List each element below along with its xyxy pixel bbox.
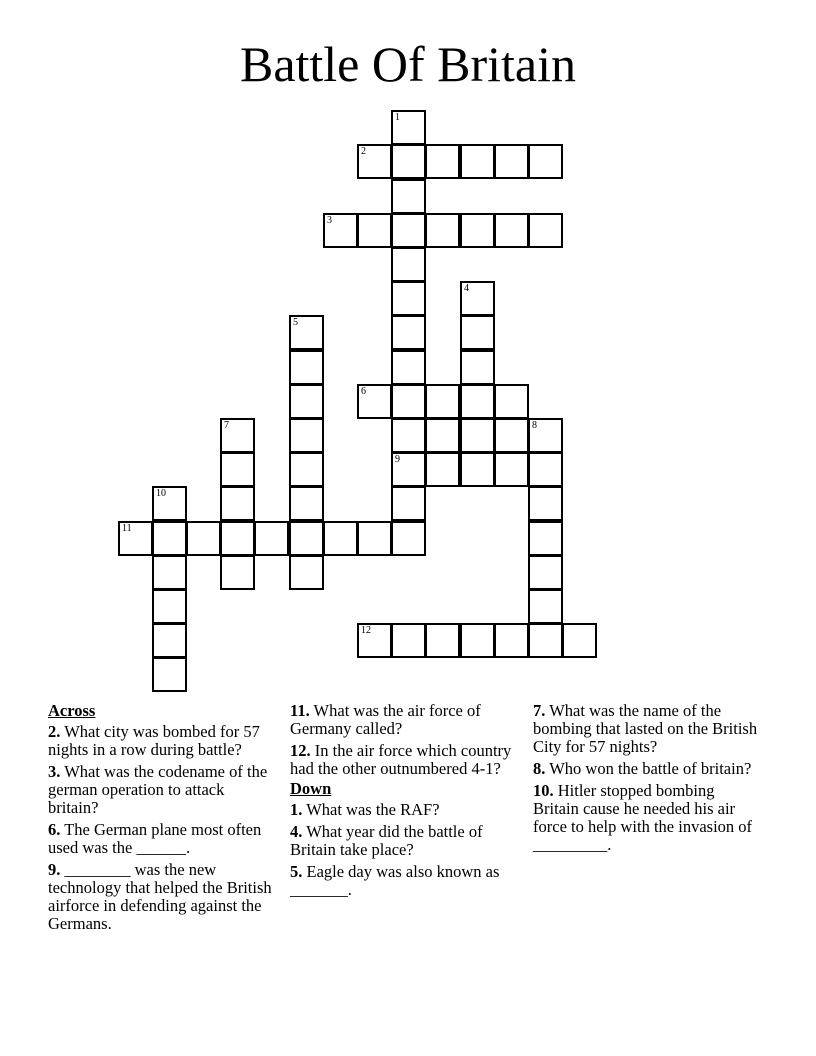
grid-cell[interactable] — [391, 281, 426, 316]
grid-cell[interactable] — [289, 315, 324, 350]
clue-number: 3 — [327, 215, 332, 226]
grid-cell[interactable] — [323, 521, 358, 556]
clue-across-3: 3. What was the codename of the german operation to attack britain? — [48, 762, 268, 817]
page-title: Battle Of Britain — [239, 36, 577, 92]
grid-cell[interactable] — [494, 384, 529, 419]
grid-cell[interactable] — [425, 384, 460, 419]
grid-cell[interactable] — [391, 486, 426, 521]
grid-cell[interactable] — [528, 418, 563, 453]
grid-cell[interactable] — [391, 623, 426, 658]
across-heading: Across — [48, 701, 96, 720]
grid-cell[interactable] — [289, 384, 324, 419]
clues-column-2 — [290, 702, 518, 903]
grid-cell[interactable] — [562, 623, 597, 658]
grid-cell[interactable] — [289, 418, 324, 453]
grid-cell[interactable] — [528, 555, 563, 590]
clue-number: 7 — [224, 420, 229, 431]
grid-cell[interactable] — [528, 452, 563, 487]
clues-column-3 — [533, 702, 761, 858]
grid-cell[interactable] — [220, 452, 255, 487]
clue-across-12: 12. In the air force which country had the other outnumbered 4-1? — [290, 741, 512, 778]
grid-cell[interactable] — [391, 110, 426, 145]
clue-across-6: 6. The German plane most often used was the ______. — [48, 820, 262, 857]
grid-cell[interactable] — [460, 384, 495, 419]
grid-cell[interactable] — [357, 144, 392, 179]
clue-number: 10 — [156, 488, 166, 499]
clues-column-1 — [48, 702, 276, 937]
grid-cell[interactable] — [494, 418, 529, 453]
grid-cell[interactable] — [254, 521, 289, 556]
grid-cell[interactable] — [323, 213, 358, 248]
grid-cell[interactable] — [118, 521, 153, 556]
clue-number: 6 — [361, 386, 366, 397]
clue-down-5: 5. Eagle day was also known as _______. — [290, 862, 500, 899]
grid-cell[interactable] — [528, 623, 563, 658]
clue-across-11: 11. What was the air force of Germany called? — [290, 701, 481, 738]
grid-cell[interactable] — [425, 144, 460, 179]
grid-cell[interactable] — [391, 521, 426, 556]
grid-cell[interactable] — [460, 623, 495, 658]
clue-across-9: 9. ________ was the new technology that helped the British airforce in defending against the Germans. — [48, 860, 272, 933]
grid-cell[interactable] — [460, 418, 495, 453]
grid-cell[interactable] — [391, 213, 426, 248]
grid-cell[interactable] — [289, 452, 324, 487]
clue-across-2: 2. What city was bombed for 57 nights in a row during battle? — [48, 722, 260, 759]
clue-number: 2 — [361, 146, 366, 157]
grid-cell[interactable] — [357, 213, 392, 248]
clue-number: 11 — [122, 523, 132, 534]
grid-cell[interactable] — [152, 657, 187, 692]
grid-cell[interactable] — [528, 213, 563, 248]
grid-cell[interactable] — [391, 247, 426, 282]
grid-cell[interactable] — [357, 521, 392, 556]
grid-cell[interactable] — [425, 418, 460, 453]
grid-cell[interactable] — [152, 589, 187, 624]
clue-down-1: 1. What was the RAF? — [290, 800, 440, 819]
grid-cell[interactable] — [494, 452, 529, 487]
grid-cell[interactable] — [152, 521, 187, 556]
grid-cell[interactable] — [186, 521, 221, 556]
grid-cell[interactable] — [460, 281, 495, 316]
clue-down-10: 10. Hitler stopped bombing Britain cause he needed his air force to help with the invasion of _________. — [533, 781, 753, 854]
grid-cell[interactable] — [528, 144, 563, 179]
clue-down-4: 4. What year did the battle of Britain take place? — [290, 822, 483, 859]
grid-cell[interactable] — [391, 315, 426, 350]
grid-cell[interactable] — [220, 555, 255, 590]
grid-cell[interactable] — [494, 623, 529, 658]
clue-number: 9 — [395, 454, 400, 465]
grid-cell[interactable] — [425, 623, 460, 658]
grid-cell[interactable] — [289, 350, 324, 385]
clue-number: 12 — [361, 625, 371, 636]
grid-cell[interactable] — [528, 589, 563, 624]
grid-cell[interactable] — [220, 486, 255, 521]
grid-cell[interactable] — [460, 213, 495, 248]
grid-cell[interactable] — [528, 521, 563, 556]
clue-number: 4 — [464, 283, 469, 294]
grid-cell[interactable] — [460, 144, 495, 179]
grid-cell[interactable] — [391, 350, 426, 385]
grid-cell[interactable] — [220, 418, 255, 453]
grid-cell[interactable] — [220, 521, 255, 556]
grid-cell[interactable] — [460, 350, 495, 385]
grid-cell[interactable] — [289, 555, 324, 590]
grid-cell[interactable] — [152, 623, 187, 658]
grid-cell[interactable] — [391, 418, 426, 453]
grid-cell[interactable] — [152, 486, 187, 521]
clue-number: 1 — [395, 112, 400, 123]
clue-number: 5 — [293, 317, 298, 328]
grid-cell[interactable] — [425, 452, 460, 487]
grid-cell[interactable] — [528, 486, 563, 521]
grid-cell[interactable] — [289, 521, 324, 556]
grid-cell[interactable] — [391, 179, 426, 214]
grid-cell[interactable] — [152, 555, 187, 590]
grid-cell[interactable] — [494, 144, 529, 179]
grid-cell[interactable] — [460, 452, 495, 487]
grid-cell[interactable] — [391, 452, 426, 487]
grid-cell[interactable] — [357, 623, 392, 658]
grid-cell[interactable] — [391, 144, 426, 179]
grid-cell[interactable] — [425, 213, 460, 248]
grid-cell[interactable] — [460, 315, 495, 350]
clue-number: 8 — [532, 420, 537, 431]
grid-cell[interactable] — [391, 384, 426, 419]
grid-cell[interactable] — [357, 384, 392, 419]
clue-down-7: 7. What was the name of the bombing that lasted on the British City for 57 nights? — [533, 701, 758, 756]
grid-cell[interactable] — [494, 213, 529, 248]
clue-down-8: 8. Who won the battle of britain? — [533, 759, 752, 778]
down-heading: Down — [290, 779, 332, 798]
grid-cell[interactable] — [289, 486, 324, 521]
